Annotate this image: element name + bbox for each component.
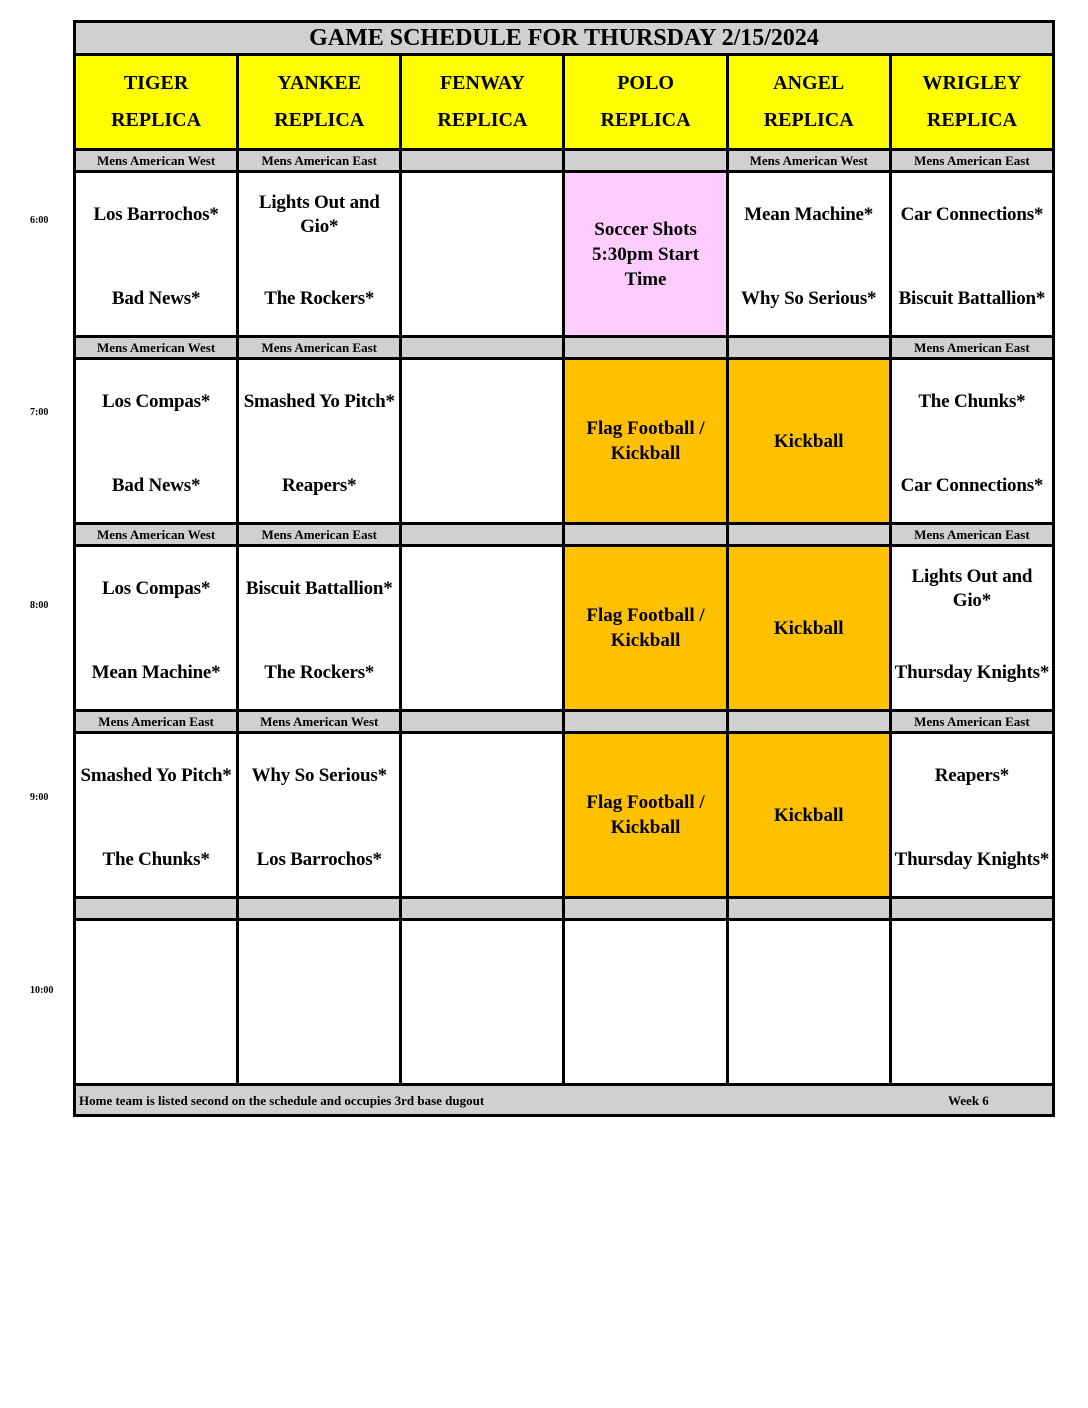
game-cell <box>238 546 401 711</box>
time-label: 9:00 <box>30 792 49 803</box>
empty-slot <box>401 733 564 898</box>
visiting-team: Los Barrochos* <box>93 204 219 225</box>
home-team: Thursday Knights* <box>894 662 1050 683</box>
game-row <box>75 359 1054 524</box>
division-label <box>401 524 564 546</box>
event-label: Soccer Shots 5:30pm Start Time <box>591 218 700 290</box>
empty-slot <box>75 920 238 1085</box>
game-cell <box>890 733 1053 898</box>
division-label: Mens American East <box>238 524 401 546</box>
division-label: Mens American East <box>238 337 401 359</box>
game-cell <box>75 733 238 898</box>
division-label <box>564 150 727 172</box>
empty-slot <box>564 920 727 1085</box>
division-label: Mens American East <box>890 337 1053 359</box>
time-label: 7:00 <box>30 407 49 418</box>
field-name: FENWAY <box>439 72 525 94</box>
field-header <box>890 55 1053 150</box>
home-team: Los Barrochos* <box>256 849 382 870</box>
time-label: 8:00 <box>30 600 49 611</box>
division-label: Mens American West <box>238 711 401 733</box>
time-column <box>0 0 74 1408</box>
visiting-team: Smashed Yo Pitch* <box>243 391 395 412</box>
field-name: TIGER <box>123 72 189 94</box>
title-row <box>75 22 1054 55</box>
division-row <box>75 711 1054 733</box>
home-team-note: Home team is listed second on the schedule and occupies 3rd base dugout <box>79 1093 485 1108</box>
division-row <box>75 337 1054 359</box>
division-label: Mens American West <box>75 524 238 546</box>
field-header <box>401 55 564 150</box>
game-cell <box>238 172 401 337</box>
division-label <box>890 898 1053 920</box>
visiting-team: Car Connections* <box>900 204 1044 225</box>
field-header <box>75 55 238 150</box>
visiting-team: Lights Out and Gio* <box>911 566 1033 611</box>
division-label <box>238 898 401 920</box>
event-cell <box>727 359 890 524</box>
event-label: Flag Football / Kickball <box>586 418 705 464</box>
visiting-team: Smashed Yo Pitch* <box>80 765 232 786</box>
empty-slot <box>727 920 890 1085</box>
visiting-team: Mean Machine* <box>744 204 874 225</box>
event-label: Kickball <box>773 804 844 826</box>
empty-slot <box>401 359 564 524</box>
time-label: 6:00 <box>30 215 49 226</box>
division-row <box>75 898 1054 920</box>
field-header <box>564 55 727 150</box>
visiting-team: Los Compas* <box>102 578 211 599</box>
division-label <box>564 337 727 359</box>
schedule-table <box>73 20 1055 1117</box>
home-team: Car Connections* <box>900 475 1044 496</box>
event-label: Kickball <box>773 430 844 452</box>
empty-slot <box>401 172 564 337</box>
field-subtitle: REPLICA <box>926 109 1017 131</box>
game-cell <box>75 359 238 524</box>
division-label <box>401 150 564 172</box>
division-label: Mens American West <box>75 150 238 172</box>
event-label: Flag Football / Kickball <box>586 605 705 651</box>
schedule-title: GAME SCHEDULE FOR THURSDAY 2/15/2024 <box>75 22 1054 55</box>
field-subtitle: REPLICA <box>274 109 365 131</box>
home-team: Bad News* <box>111 475 201 496</box>
game-cell <box>890 359 1053 524</box>
game-cell <box>238 359 401 524</box>
game-cell <box>75 172 238 337</box>
event-cell <box>564 172 727 337</box>
event-label: Flag Football / Kickball <box>586 792 705 838</box>
event-cell <box>564 733 727 898</box>
division-label <box>564 898 727 920</box>
home-team: The Chunks* <box>102 849 210 870</box>
empty-slot <box>890 920 1053 1085</box>
visiting-team: Los Compas* <box>102 391 211 412</box>
visiting-team: Biscuit Battallion* <box>245 578 393 599</box>
field-name: YANKEE <box>277 72 362 94</box>
field-subtitle: REPLICA <box>437 109 528 131</box>
event-label: Kickball <box>773 617 844 639</box>
field-header <box>238 55 401 150</box>
field-name: WRIGLEY <box>922 72 1022 94</box>
empty-slot <box>401 546 564 711</box>
home-team: Mean Machine* <box>91 662 221 683</box>
game-cell <box>727 172 890 337</box>
game-row <box>75 920 1054 1085</box>
division-label: Mens American West <box>727 150 890 172</box>
division-label: Mens American East <box>890 711 1053 733</box>
home-team: Biscuit Battallion* <box>898 288 1046 309</box>
visiting-team: Lights Out and Gio* <box>258 192 380 237</box>
field-subtitle: REPLICA <box>600 109 691 131</box>
event-cell <box>727 546 890 711</box>
event-cell <box>727 733 890 898</box>
field-header-row <box>75 55 1054 150</box>
empty-slot <box>401 920 564 1085</box>
division-label: Mens American West <box>75 337 238 359</box>
week-label: Week 6 <box>948 1093 989 1108</box>
division-label <box>401 898 564 920</box>
division-label <box>727 898 890 920</box>
division-label <box>564 711 727 733</box>
division-label <box>727 711 890 733</box>
field-header <box>727 55 890 150</box>
division-label: Mens American East <box>890 524 1053 546</box>
division-row <box>75 150 1054 172</box>
division-label <box>401 337 564 359</box>
home-team: Reapers* <box>282 475 357 496</box>
game-row <box>75 172 1054 337</box>
home-team: The Rockers* <box>264 288 375 309</box>
game-cell <box>238 733 401 898</box>
game-cell <box>890 172 1053 337</box>
division-label <box>727 524 890 546</box>
field-name: ANGEL <box>773 72 845 94</box>
home-team: Thursday Knights* <box>894 849 1050 870</box>
visiting-team: Reapers* <box>934 765 1010 786</box>
division-label: Mens American East <box>75 711 238 733</box>
event-cell <box>564 546 727 711</box>
division-label: Mens American East <box>890 150 1053 172</box>
game-row <box>75 546 1054 711</box>
game-cell <box>75 546 238 711</box>
field-subtitle: REPLICA <box>763 109 854 131</box>
visiting-team: The Chunks* <box>918 391 1026 412</box>
division-row <box>75 524 1054 546</box>
game-cell <box>890 546 1053 711</box>
game-row <box>75 733 1054 898</box>
time-label: 10:00 <box>30 985 54 996</box>
footer <box>75 1085 1054 1116</box>
home-team: Bad News* <box>111 288 201 309</box>
field-subtitle: REPLICA <box>111 109 202 131</box>
division-label <box>401 711 564 733</box>
home-team: The Rockers* <box>264 662 375 683</box>
division-label: Mens American East <box>238 150 401 172</box>
footer-row <box>75 1085 1054 1116</box>
division-label <box>75 898 238 920</box>
field-name: POLO <box>617 72 674 94</box>
empty-slot <box>238 920 401 1085</box>
visiting-team: Why So Serious* <box>251 765 387 786</box>
event-cell <box>564 359 727 524</box>
home-team: Why So Serious* <box>741 288 877 309</box>
division-label <box>564 524 727 546</box>
division-label <box>727 337 890 359</box>
